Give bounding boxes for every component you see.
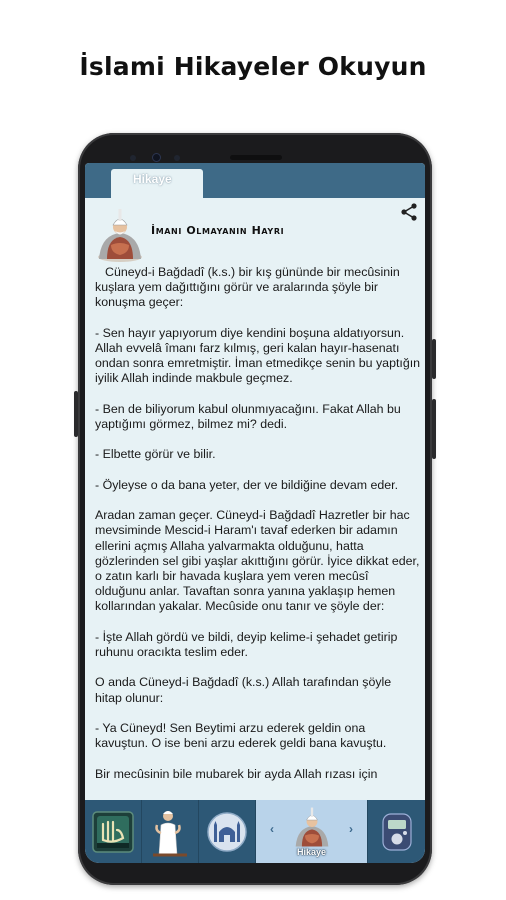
sensor-icon — [130, 155, 136, 161]
praying-man-icon — [147, 807, 193, 857]
story-content — [95, 265, 421, 797]
story-paragraph: - Ya Cüneyd! Sen Beytimi arzu ederek geldin ona kavuştun. O ise beni arzu ederek geldi bana kavuştu. — [95, 720, 387, 751]
tab-hikaye[interactable]: Hikaye — [111, 169, 203, 198]
story-paragraph: Bir mecûsinin bile mubarek bir ayda Allah rızası için — [95, 766, 378, 781]
share-icon[interactable] — [399, 202, 419, 222]
chevron-left-icon: ‹ — [270, 822, 274, 836]
story-paragraph: Aradan zaman geçer. Cüneyd-i Bağdadî Hazretler bir hac mevsiminde Mescid-i Haram'ı tavaf ederken bir adamın ellerini açmış Allaha yalvarmakta olduğunu, hatta gözlerinden sel gibi yaşlar akıttığını görür. İyice dikkat eder, o zatın karlı bir havada kuşlara yem veren mecûsî olduğunu anlar. Tavaftan sonra yanına yaklaşıp hemen kollarından yakalar. Mecûside onu tanır ve şöyle der: — [95, 508, 420, 614]
nav-item-story[interactable] — [256, 800, 368, 863]
storyteller-avatar-icon — [93, 205, 147, 263]
story-paragraph: - Öyleyse o da bana yeter, der ve bildiğine devam eder. — [95, 477, 399, 492]
promo-title: İslami Hikayeler Okuyun — [79, 52, 427, 81]
power-button — [432, 339, 436, 379]
storyteller-icon — [291, 804, 333, 850]
nav-item-counter[interactable] — [368, 800, 425, 863]
mosque-icon — [205, 810, 249, 854]
earpiece-speaker — [230, 155, 282, 160]
sensor-icon — [174, 155, 180, 161]
story-paragraph: - Ben de biliyorum kabul olunmıyacağını. Fakat Allah bu yaptığımı görmez, bilmez mi? dedi. — [95, 401, 401, 431]
front-camera-icon — [152, 153, 161, 162]
story-title: İmanı Olmayanın Hayrı — [151, 224, 285, 237]
nav-item-story-label: Hikaye — [296, 847, 327, 857]
nav-item-prayer[interactable] — [142, 800, 199, 863]
story-paragraph: - Sen hayır yapıyorum diye kendini boşuna aldatıyorsun. Allah evvelâ îmanı farz kılmış, geri kalan hayır-hasenatı ondan sonra emretmiştir. İman etmedikçe senin bu yaptığın iyilik Allah indinde makbule geçmez. — [95, 325, 421, 386]
phone-frame — [78, 133, 432, 885]
tasbih-counter-icon — [377, 810, 417, 854]
tab-bar — [85, 163, 425, 198]
story-paragraph: - Elbette görür ve bilir. — [95, 447, 216, 462]
story-paragraph: Cüneyd-i Bağdadî (k.s.) bir kış gününde bir mecûsinin kuşlara yem dağıttığını görür ve aralarında şöyle bir konuşma geçer: — [95, 265, 400, 310]
story-paragraph: - İşte Allah gördü ve bildi, deyip kelime-i şehadet getirip ruhunu oracıkta teslim eder. — [95, 629, 398, 659]
chevron-right-icon: › — [349, 822, 353, 836]
nav-item-mosque[interactable] — [199, 800, 256, 863]
allah-calligraphy-icon — [91, 810, 135, 854]
story-paragraph: O anda Cüneyd-i Bağdadî (k.s.) Allah tarafından şöyle hitap olunur: — [95, 675, 392, 705]
app-screen — [85, 163, 425, 863]
volume-button-right — [432, 399, 436, 459]
volume-button — [74, 391, 78, 437]
bottom-navigation — [85, 800, 425, 863]
nav-item-allah[interactable] — [85, 800, 142, 863]
